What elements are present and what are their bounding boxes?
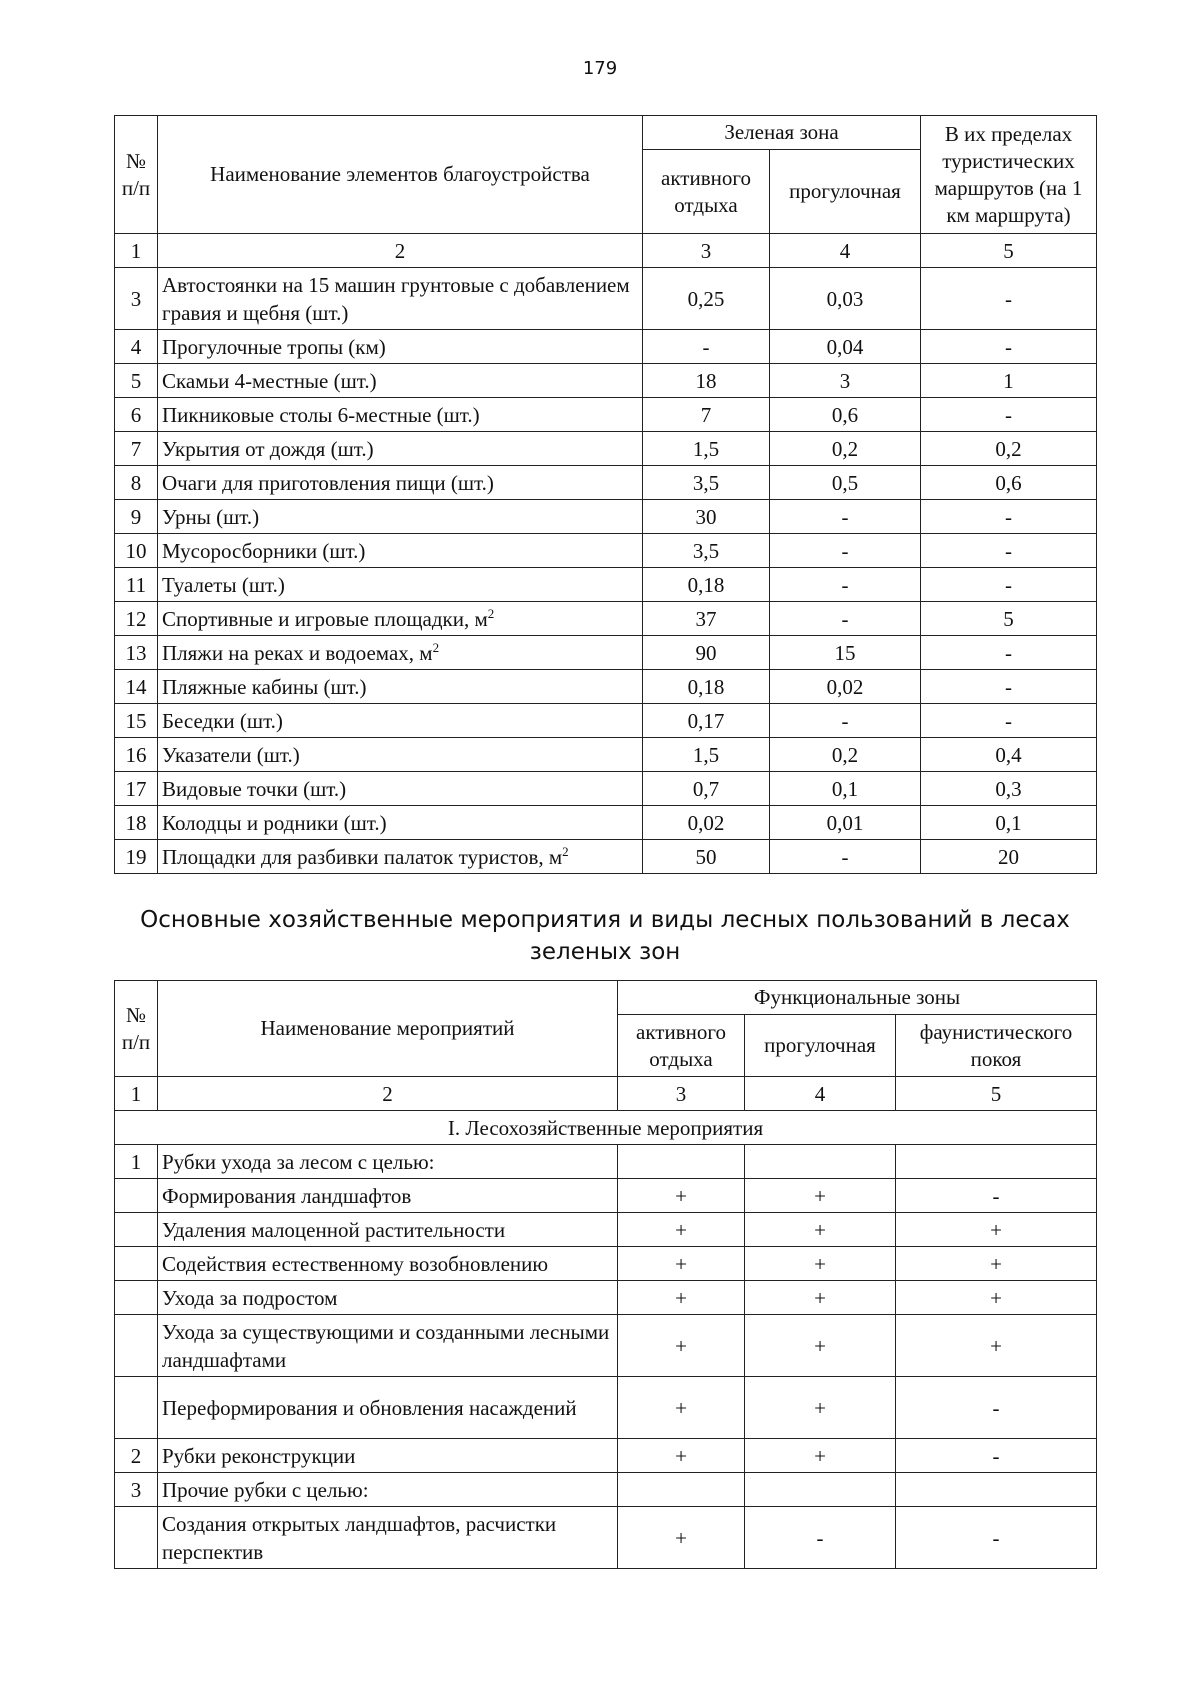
table-row (115, 1179, 1097, 1213)
row-name: Колодцы и родники (шт.) (158, 806, 643, 840)
row-num (115, 1213, 158, 1247)
col-number: 3 (618, 1077, 745, 1111)
row-walk (745, 1473, 896, 1507)
row-name: Видовые точки (шт.) (158, 772, 643, 806)
row-routes: - (921, 534, 1097, 568)
row-name-text: Пляжи на реках и водоемах, м (162, 640, 433, 665)
col-number: 3 (643, 234, 770, 268)
row-num: 2 (115, 1439, 158, 1473)
row-routes: - (921, 636, 1097, 670)
superscript: 2 (432, 639, 440, 655)
row-walk: 0,01 (770, 806, 921, 840)
row-routes: 0,1 (921, 806, 1097, 840)
table-row (115, 330, 1097, 364)
section-row (115, 1111, 1097, 1145)
row-active: + (618, 1213, 745, 1247)
row-walk: 3 (770, 364, 921, 398)
row-routes: 5 (921, 602, 1097, 636)
row-active: 0,7 (643, 772, 770, 806)
row-num (115, 1315, 158, 1377)
row-routes: - (921, 330, 1097, 364)
row-name: Рубки ухода за лесом с целью: (158, 1145, 618, 1179)
row-active: + (618, 1315, 745, 1377)
row-num: 9 (115, 500, 158, 534)
column-numbers-row (115, 1077, 1097, 1111)
table-row (115, 398, 1097, 432)
row-name: Указатели (шт.) (158, 738, 643, 772)
row-name (158, 602, 643, 636)
row-walk: - (770, 602, 921, 636)
row-num: 16 (115, 738, 158, 772)
row-active (618, 1473, 745, 1507)
table-row (115, 500, 1097, 534)
row-walk: - (770, 568, 921, 602)
col-number: 1 (115, 234, 158, 268)
row-active: 37 (643, 602, 770, 636)
table-row (115, 806, 1097, 840)
row-active: 0,18 (643, 670, 770, 704)
table-row (115, 364, 1097, 398)
row-name: Создания открытых ландшафтов, расчистки перспектив (158, 1507, 618, 1569)
table-row (115, 1315, 1097, 1377)
row-name: Укрытия от дождя (шт.) (158, 432, 643, 466)
row-routes: 0,2 (921, 432, 1097, 466)
row-active: 1,5 (643, 738, 770, 772)
row-fauna: - (896, 1179, 1097, 1213)
row-num: 8 (115, 466, 158, 500)
table-row (115, 268, 1097, 330)
row-name: Переформирования и обновления насаждений (158, 1377, 618, 1439)
row-active: 3,5 (643, 466, 770, 500)
row-active: + (618, 1247, 745, 1281)
row-routes: - (921, 268, 1097, 330)
row-fauna: + (896, 1281, 1097, 1315)
row-routes: - (921, 670, 1097, 704)
table-row (115, 1439, 1097, 1473)
row-routes: - (921, 568, 1097, 602)
row-num: 14 (115, 670, 158, 704)
table-row (115, 534, 1097, 568)
row-num: 4 (115, 330, 158, 364)
row-name: Ухода за подростом (158, 1281, 618, 1315)
row-walk (745, 1145, 896, 1179)
header-name: Наименование мероприятий (158, 981, 618, 1077)
row-walk: + (745, 1439, 896, 1473)
row-fauna: + (896, 1315, 1097, 1377)
row-name: Беседки (шт.) (158, 704, 643, 738)
row-walk: 0,04 (770, 330, 921, 364)
row-walk: 0,2 (770, 738, 921, 772)
row-name: Автостоянки на 15 машин грунтовые с добавлением гравия и щебня (шт.) (158, 268, 643, 330)
row-routes: - (921, 398, 1097, 432)
row-walk: 0,2 (770, 432, 921, 466)
header-active: активного отдыха (618, 1015, 745, 1077)
row-name: Пляжные кабины (шт.) (158, 670, 643, 704)
header-fauna: фаунистического покоя (896, 1015, 1097, 1077)
row-name (158, 636, 643, 670)
row-name-text: Площадки для разбивки палаток туристов, м (162, 844, 563, 869)
row-walk: + (745, 1315, 896, 1377)
col-number: 4 (745, 1077, 896, 1111)
row-walk: 0,03 (770, 268, 921, 330)
row-num: 13 (115, 636, 158, 670)
table-row (115, 1213, 1097, 1247)
row-routes: 20 (921, 840, 1097, 874)
table-row (115, 432, 1097, 466)
section-row-label: I. Лесохозяйственные мероприятия (115, 1111, 1097, 1145)
table-row (115, 840, 1097, 874)
header-green-zone: Зеленая зона (643, 116, 921, 150)
row-num (115, 1247, 158, 1281)
row-name: Формирования ландшафтов (158, 1179, 618, 1213)
row-walk: - (770, 704, 921, 738)
row-name: Удаления малоценной растительности (158, 1213, 618, 1247)
row-fauna (896, 1145, 1097, 1179)
row-fauna: + (896, 1247, 1097, 1281)
header-num: № п/п (115, 981, 158, 1077)
row-active: 30 (643, 500, 770, 534)
row-walk: 0,1 (770, 772, 921, 806)
row-fauna: - (896, 1439, 1097, 1473)
row-walk: 15 (770, 636, 921, 670)
table-row (115, 636, 1097, 670)
row-active: 90 (643, 636, 770, 670)
row-fauna (896, 1473, 1097, 1507)
row-num: 7 (115, 432, 158, 466)
row-num: 5 (115, 364, 158, 398)
row-num: 3 (115, 268, 158, 330)
row-name: Пикниковые столы 6-местные (шт.) (158, 398, 643, 432)
row-active: - (643, 330, 770, 364)
row-active: + (618, 1439, 745, 1473)
table-row (115, 1281, 1097, 1315)
table-row (115, 1377, 1097, 1439)
row-active: 50 (643, 840, 770, 874)
row-name: Ухода за существующими и созданными лесными ландшафтами (158, 1315, 618, 1377)
row-name: Прогулочные тропы (км) (158, 330, 643, 364)
table-row (115, 772, 1097, 806)
row-name: Мусоросборники (шт.) (158, 534, 643, 568)
row-walk: 0,5 (770, 466, 921, 500)
row-active: 18 (643, 364, 770, 398)
row-active: 0,17 (643, 704, 770, 738)
col-number: 2 (158, 1077, 618, 1111)
table-row (115, 1507, 1097, 1569)
row-routes: 0,3 (921, 772, 1097, 806)
col-number: 5 (896, 1077, 1097, 1111)
amenities-table (114, 115, 1097, 874)
row-num: 19 (115, 840, 158, 874)
table-row (115, 602, 1097, 636)
row-walk: - (770, 500, 921, 534)
row-walk: 0,6 (770, 398, 921, 432)
page-number: 179 (582, 58, 618, 79)
row-num (115, 1507, 158, 1569)
row-num: 6 (115, 398, 158, 432)
row-num: 18 (115, 806, 158, 840)
section-title: Основные хозяйственные мероприятия и виды лесных пользований в лесах зеленых зон (140, 907, 1070, 965)
row-active: 0,25 (643, 268, 770, 330)
row-name: Урны (шт.) (158, 500, 643, 534)
header-active: активного отдыха (643, 150, 770, 234)
row-active: 0,02 (643, 806, 770, 840)
row-fauna: - (896, 1507, 1097, 1569)
row-num (115, 1281, 158, 1315)
table-row (115, 704, 1097, 738)
table-row (115, 568, 1097, 602)
row-name: Туалеты (шт.) (158, 568, 643, 602)
row-num: 15 (115, 704, 158, 738)
col-number: 1 (115, 1077, 158, 1111)
row-walk: 0,02 (770, 670, 921, 704)
row-routes: - (921, 704, 1097, 738)
column-numbers-row (115, 234, 1097, 268)
row-active: 7 (643, 398, 770, 432)
table-row (115, 1145, 1097, 1179)
superscript: 2 (562, 843, 569, 859)
row-name: Рубки реконструкции (158, 1439, 618, 1473)
row-num: 11 (115, 568, 158, 602)
col-number: 4 (770, 234, 921, 268)
row-fauna: - (896, 1377, 1097, 1439)
row-walk: - (770, 534, 921, 568)
col-number: 2 (158, 234, 643, 268)
row-active: + (618, 1281, 745, 1315)
row-num (115, 1377, 158, 1439)
row-num (115, 1179, 158, 1213)
row-num: 12 (115, 602, 158, 636)
row-walk: - (770, 840, 921, 874)
row-walk: - (745, 1507, 896, 1569)
row-name: Содействия естественному возобновлению (158, 1247, 618, 1281)
table-row (115, 1473, 1097, 1507)
row-walk: + (745, 1281, 896, 1315)
row-routes: - (921, 500, 1097, 534)
header-walk: прогулочная (770, 150, 921, 234)
row-active: + (618, 1507, 745, 1569)
row-active: 3,5 (643, 534, 770, 568)
row-name: Очаги для приготовления пищи (шт.) (158, 466, 643, 500)
row-active: 1,5 (643, 432, 770, 466)
row-name-text: Спортивные и игровые площадки, м (162, 606, 488, 631)
row-num: 10 (115, 534, 158, 568)
row-walk: + (745, 1213, 896, 1247)
table-row (115, 1247, 1097, 1281)
header-walk: прогулочная (745, 1015, 896, 1077)
table-row (115, 738, 1097, 772)
row-walk: + (745, 1377, 896, 1439)
measures-table (114, 980, 1097, 1569)
superscript: 2 (487, 605, 495, 621)
row-fauna: + (896, 1213, 1097, 1247)
row-active: 0,18 (643, 568, 770, 602)
col-number: 5 (921, 234, 1097, 268)
row-name (158, 840, 643, 874)
row-routes: 0,6 (921, 466, 1097, 500)
row-active: + (618, 1179, 745, 1213)
row-walk: + (745, 1247, 896, 1281)
header-num: № п/п (115, 116, 158, 234)
row-num: 3 (115, 1473, 158, 1507)
row-active: + (618, 1377, 745, 1439)
row-walk: + (745, 1179, 896, 1213)
header-routes: В их пределах туристических маршрутов (на 1 км маршрута) (921, 116, 1097, 234)
header-func-zones: Функциональные зоны (618, 981, 1097, 1015)
row-name: Скамьи 4-местные (шт.) (158, 364, 643, 398)
table-row (115, 466, 1097, 500)
row-num: 17 (115, 772, 158, 806)
row-num: 1 (115, 1145, 158, 1179)
row-name: Прочие рубки с целью: (158, 1473, 618, 1507)
table-row (115, 670, 1097, 704)
row-routes: 1 (921, 364, 1097, 398)
row-active (618, 1145, 745, 1179)
header-name: Наименование элементов благоустройства (158, 116, 643, 234)
row-routes: 0,4 (921, 738, 1097, 772)
